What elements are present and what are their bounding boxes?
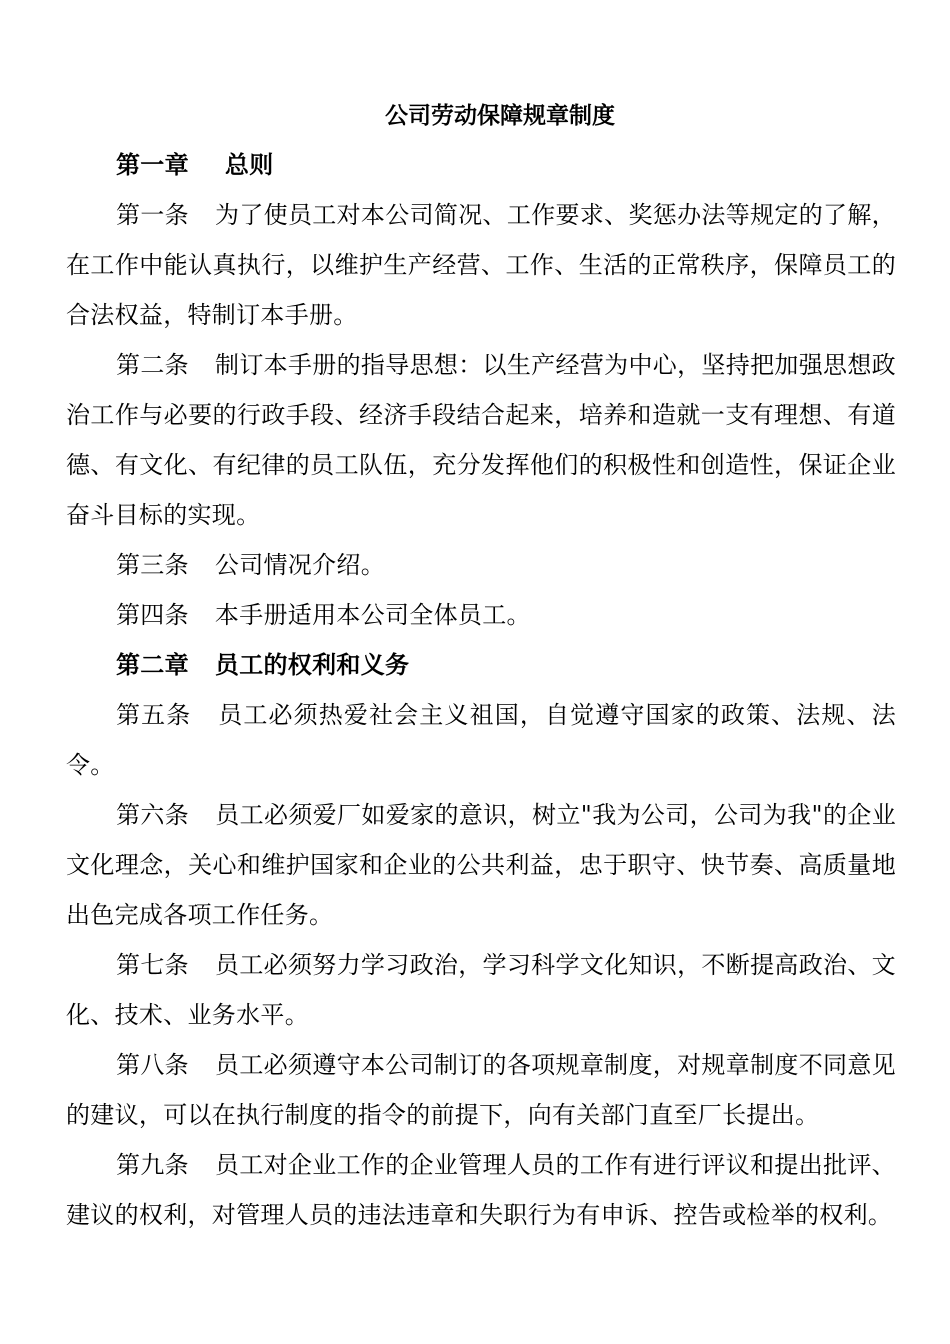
chapter-heading-1 bbox=[66, 140, 896, 190]
article-label: 第二条 bbox=[116, 351, 189, 379]
article-text: 员工对企业工作的企业管理人员的工作有进行评议和提出批评、建议的权利，对管理人员的违法违章和失职行为有申诉、控告或检举的权利。 bbox=[66, 1151, 896, 1229]
document-body bbox=[66, 140, 896, 1240]
article-label: 第九条 bbox=[116, 1151, 189, 1179]
article-label: 第四条 bbox=[116, 601, 189, 629]
article-6 bbox=[66, 790, 896, 940]
article-5 bbox=[66, 690, 896, 790]
article-text: 公司情况介绍。 bbox=[214, 551, 386, 579]
article-label: 第三条 bbox=[116, 551, 189, 579]
article-3 bbox=[66, 540, 896, 590]
article-text: 员工必须遵守本公司制订的各项规章制度，对规章制度不同意见的建议，可以在执行制度的指令的前提下，向有关部门直至厂长提出。 bbox=[66, 1051, 896, 1129]
article-2 bbox=[66, 340, 896, 540]
article-label: 第六条 bbox=[116, 801, 190, 829]
chapter-label: 第二章 bbox=[116, 651, 189, 679]
article-label: 第七条 bbox=[116, 951, 189, 979]
document-title: 公司劳动保障规章制度 bbox=[385, 103, 615, 129]
chapter-title: 员工的权利和义务 bbox=[214, 651, 410, 679]
article-8 bbox=[66, 1040, 896, 1140]
article-text: 为了使员工对本公司简况、工作要求、奖惩办法等规定的了解，在工作中能认真执行，以维护生产经营、工作、生活的正常秩序，保障员工的合法权益，特制订本手册。 bbox=[66, 201, 896, 329]
article-label: 第八条 bbox=[116, 1051, 189, 1079]
article-text: 员工必须努力学习政治，学习科学文化知识，不断提高政治、文化、技术、业务水平。 bbox=[66, 951, 896, 1029]
article-text: 制订本手册的指导思想：以生产经营为中心，坚持把加强思想政治工作与必要的行政手段、经济手段结合起来，培养和造就一支有理想、有道德、有文化、有纪律的员工队伍，充分发挥他们的积极性和创造性，保证企业奋斗目标的实现。 bbox=[66, 351, 896, 529]
article-text: 员工必须热爱社会主义祖国，自觉遵守国家的政策、法规、法令。 bbox=[66, 701, 896, 779]
article-7 bbox=[66, 940, 896, 1040]
article-1 bbox=[66, 190, 896, 340]
article-9 bbox=[66, 1140, 896, 1240]
article-text: 员工必须爱厂如爱家的意识，树立"我为公司，公司为我"的企业文化理念，关心和维护国家和企业的公共利益，忠于职守、快节奏、高质量地出色完成各项工作任务。 bbox=[66, 801, 896, 929]
chapter-label: 第一章 bbox=[116, 151, 189, 179]
article-label: 第五条 bbox=[116, 701, 192, 729]
article-text: 本手册适用本公司全体员工。 bbox=[214, 601, 531, 629]
chapter-title: 总则 bbox=[224, 151, 274, 179]
article-4 bbox=[66, 590, 896, 640]
article-label: 第一条 bbox=[116, 201, 189, 229]
chapter-heading-2 bbox=[66, 640, 896, 690]
